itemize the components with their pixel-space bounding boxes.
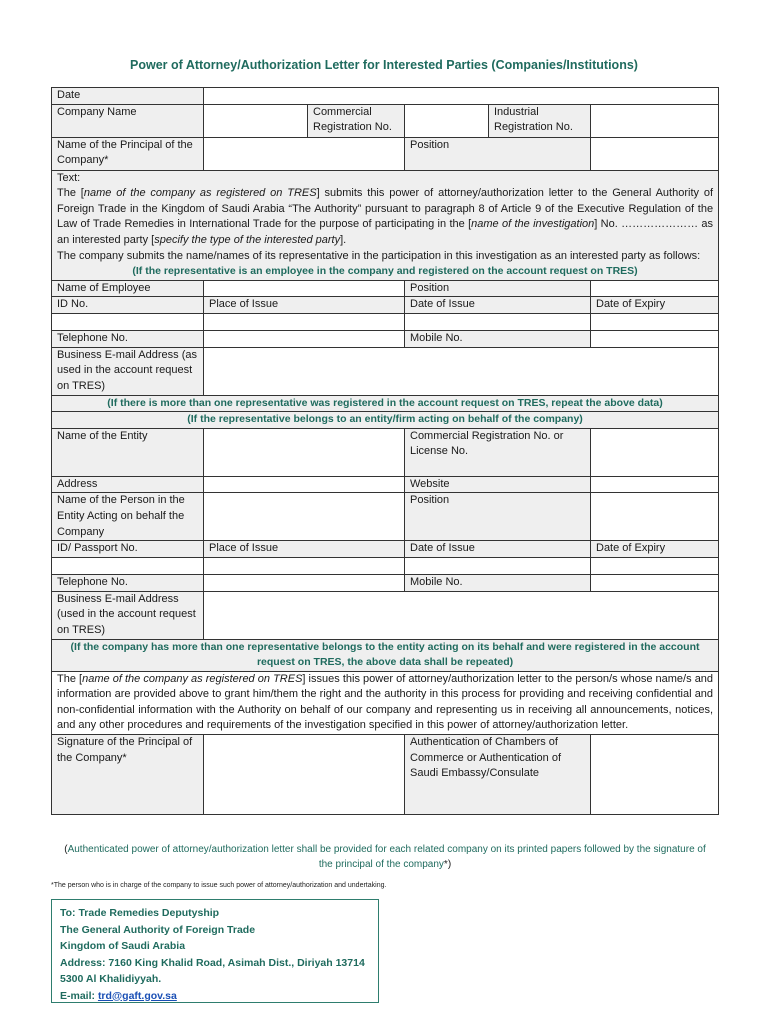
entity-date-of-expiry-label: Date of Expiry xyxy=(591,541,719,558)
text-paragraph-2: The company submits the name/names of its representative in the participation in this investigation as an interested party as follows: xyxy=(57,249,701,262)
address-email-line: E-mail: trd@gaft.gov.sa xyxy=(60,989,177,1002)
entity-name-field[interactable] xyxy=(204,428,405,476)
company-name-field[interactable] xyxy=(204,104,308,137)
date-of-expiry-label: Date of Expiry xyxy=(591,297,719,314)
authentication-note: (Authenticated power of attorney/authorization letter shall be provided for each related company on its printed papers followed by the signature of the principal of the company*) xyxy=(64,844,706,870)
entity-reg-label: Commercial Registration No. or License No. xyxy=(405,428,591,476)
entity-repeat-note: (If the company has more than one representative belongs to the entity acting on its behalf and were registered in the account request on TRES, the above data shall be repeated) xyxy=(52,639,719,671)
principal-position-field[interactable] xyxy=(591,137,719,170)
email-link[interactable]: trd@gaft.gov.sa xyxy=(97,989,177,1002)
authorization-text-block xyxy=(52,170,719,280)
address-box xyxy=(51,899,379,1003)
principal-position-label: Position xyxy=(405,137,591,170)
address-street: Address: 7160 King Khalid Road, Asimah Dist., Diriyah 13714 5300 Al Khalidiyyah. xyxy=(60,956,365,985)
signature-field[interactable] xyxy=(204,735,405,815)
date-of-expiry-field[interactable] xyxy=(591,313,719,330)
entity-mobile-field[interactable] xyxy=(591,574,719,591)
entity-reg-field[interactable] xyxy=(591,428,719,476)
place-of-issue-field[interactable] xyxy=(204,313,405,330)
authorization-form-table xyxy=(51,87,719,815)
address-country: Kingdom of Saudi Arabia xyxy=(60,940,186,952)
entity-date-of-issue-label: Date of Issue xyxy=(405,541,591,558)
entity-person-label: Name of the Person in the Entity Acting on behalf the Company xyxy=(52,493,204,541)
authentication-field[interactable] xyxy=(591,735,719,815)
industrial-reg-field[interactable] xyxy=(591,104,719,137)
date-of-issue-label: Date of Issue xyxy=(405,297,591,314)
mobile-field[interactable] xyxy=(591,330,719,347)
repeat-note: (If there is more than one representative was registered in the account request on TRES, repeat the above data) xyxy=(52,395,719,412)
id-passport-field[interactable] xyxy=(52,557,204,574)
telephone-field[interactable] xyxy=(204,330,405,347)
entity-person-position-label: Position xyxy=(405,493,591,541)
principal-name-field[interactable] xyxy=(204,137,405,170)
footnote: *The person who is in charge of the company to issue such power of attorney/authorization and undertaking. xyxy=(51,882,387,889)
employee-email-field[interactable] xyxy=(204,347,719,395)
employee-position-label: Position xyxy=(405,280,591,297)
entity-date-of-expiry-field[interactable] xyxy=(591,557,719,574)
website-label: Website xyxy=(405,476,591,493)
entity-telephone-label: Telephone No. xyxy=(52,574,204,591)
signature-label: Signature of the Principal of the Company* xyxy=(52,735,204,815)
id-passport-label: ID/ Passport No. xyxy=(52,541,204,558)
entity-place-of-issue-label: Place of Issue xyxy=(204,541,405,558)
place-of-issue-label: Place of Issue xyxy=(204,297,405,314)
website-field[interactable] xyxy=(591,476,719,493)
page-title: Power of Attorney/Authorization Letter for Interested Parties (Companies/Institutions) xyxy=(130,58,638,72)
commercial-reg-field[interactable] xyxy=(405,104,489,137)
authentication-label: Authentication of Chambers of Commerce or Authentication of Saudi Embassy/Consulate xyxy=(405,735,591,815)
address-label: Address xyxy=(52,476,204,493)
date-label: Date xyxy=(52,88,204,105)
telephone-label: Telephone No. xyxy=(52,330,204,347)
employee-name-label: Name of Employee xyxy=(52,280,204,297)
id-no-field[interactable] xyxy=(52,313,204,330)
entity-person-position-field[interactable] xyxy=(591,493,719,541)
grant-paragraph: The [name of the company as registered on TRES] issues this power of attorney/authorization letter to the person/s whose name/s and information are provided above to grant him/them the right and the authority in this process for providing and receiving confidential and non-confidential information with the Authority on behalf of our company and representing us in receiving all announcements, notices, and any other procedures and requirements of the investigation specified in this power of attorney/authorization letter. xyxy=(52,671,719,734)
commercial-reg-label: Commercial Registration No. xyxy=(308,104,405,137)
date-field[interactable] xyxy=(204,88,719,105)
entity-email-field[interactable] xyxy=(204,591,719,639)
text-paragraph-1: The [name of the company as registered on TRES] submits this power of attorney/authorization letter to the General Authority of Foreign Trade in the Kingdom of Saudi Arabia “The Authority” pursuant to paragraph 8 of Article 9 of the Executive Regulation of the Law of Trade Remedies in International Trade for the purpose of participating in the [name of the investigation] No. ………………… as an interested party [specify the type of the interested party]. xyxy=(57,187,714,246)
employee-position-field[interactable] xyxy=(591,280,719,297)
address-authority: The General Authority of Foreign Trade xyxy=(60,923,256,936)
date-of-issue-field[interactable] xyxy=(405,313,591,330)
address-field[interactable] xyxy=(204,476,405,493)
entity-name-label: Name of the Entity xyxy=(52,428,204,476)
entity-place-of-issue-field[interactable] xyxy=(204,557,405,574)
text-heading: Text: xyxy=(57,171,81,184)
entity-date-of-issue-field[interactable] xyxy=(405,557,591,574)
entity-note: (If the representative belongs to an entity/firm acting on behalf of the company) xyxy=(52,412,719,429)
industrial-reg-label: Industrial Registration No. xyxy=(489,104,591,137)
principal-name-label: Name of the Principal of the Company* xyxy=(52,137,204,170)
company-name-label: Company Name xyxy=(52,104,204,137)
entity-person-field[interactable] xyxy=(204,493,405,541)
employee-note: (If the representative is an employee in the company and registered on the account request on TRES) xyxy=(132,265,638,278)
entity-email-label: Business E-mail Address (used in the account request on TRES) xyxy=(52,591,204,639)
id-no-label: ID No. xyxy=(52,297,204,314)
entity-mobile-label: Mobile No. xyxy=(405,574,591,591)
entity-telephone-field[interactable] xyxy=(204,574,405,591)
mobile-label: Mobile No. xyxy=(405,330,591,347)
address-to: To: Trade Remedies Deputyship xyxy=(60,907,220,919)
employee-name-field[interactable] xyxy=(204,280,405,297)
employee-email-label: Business E-mail Address (as used in the account request on TRES) xyxy=(52,347,204,395)
